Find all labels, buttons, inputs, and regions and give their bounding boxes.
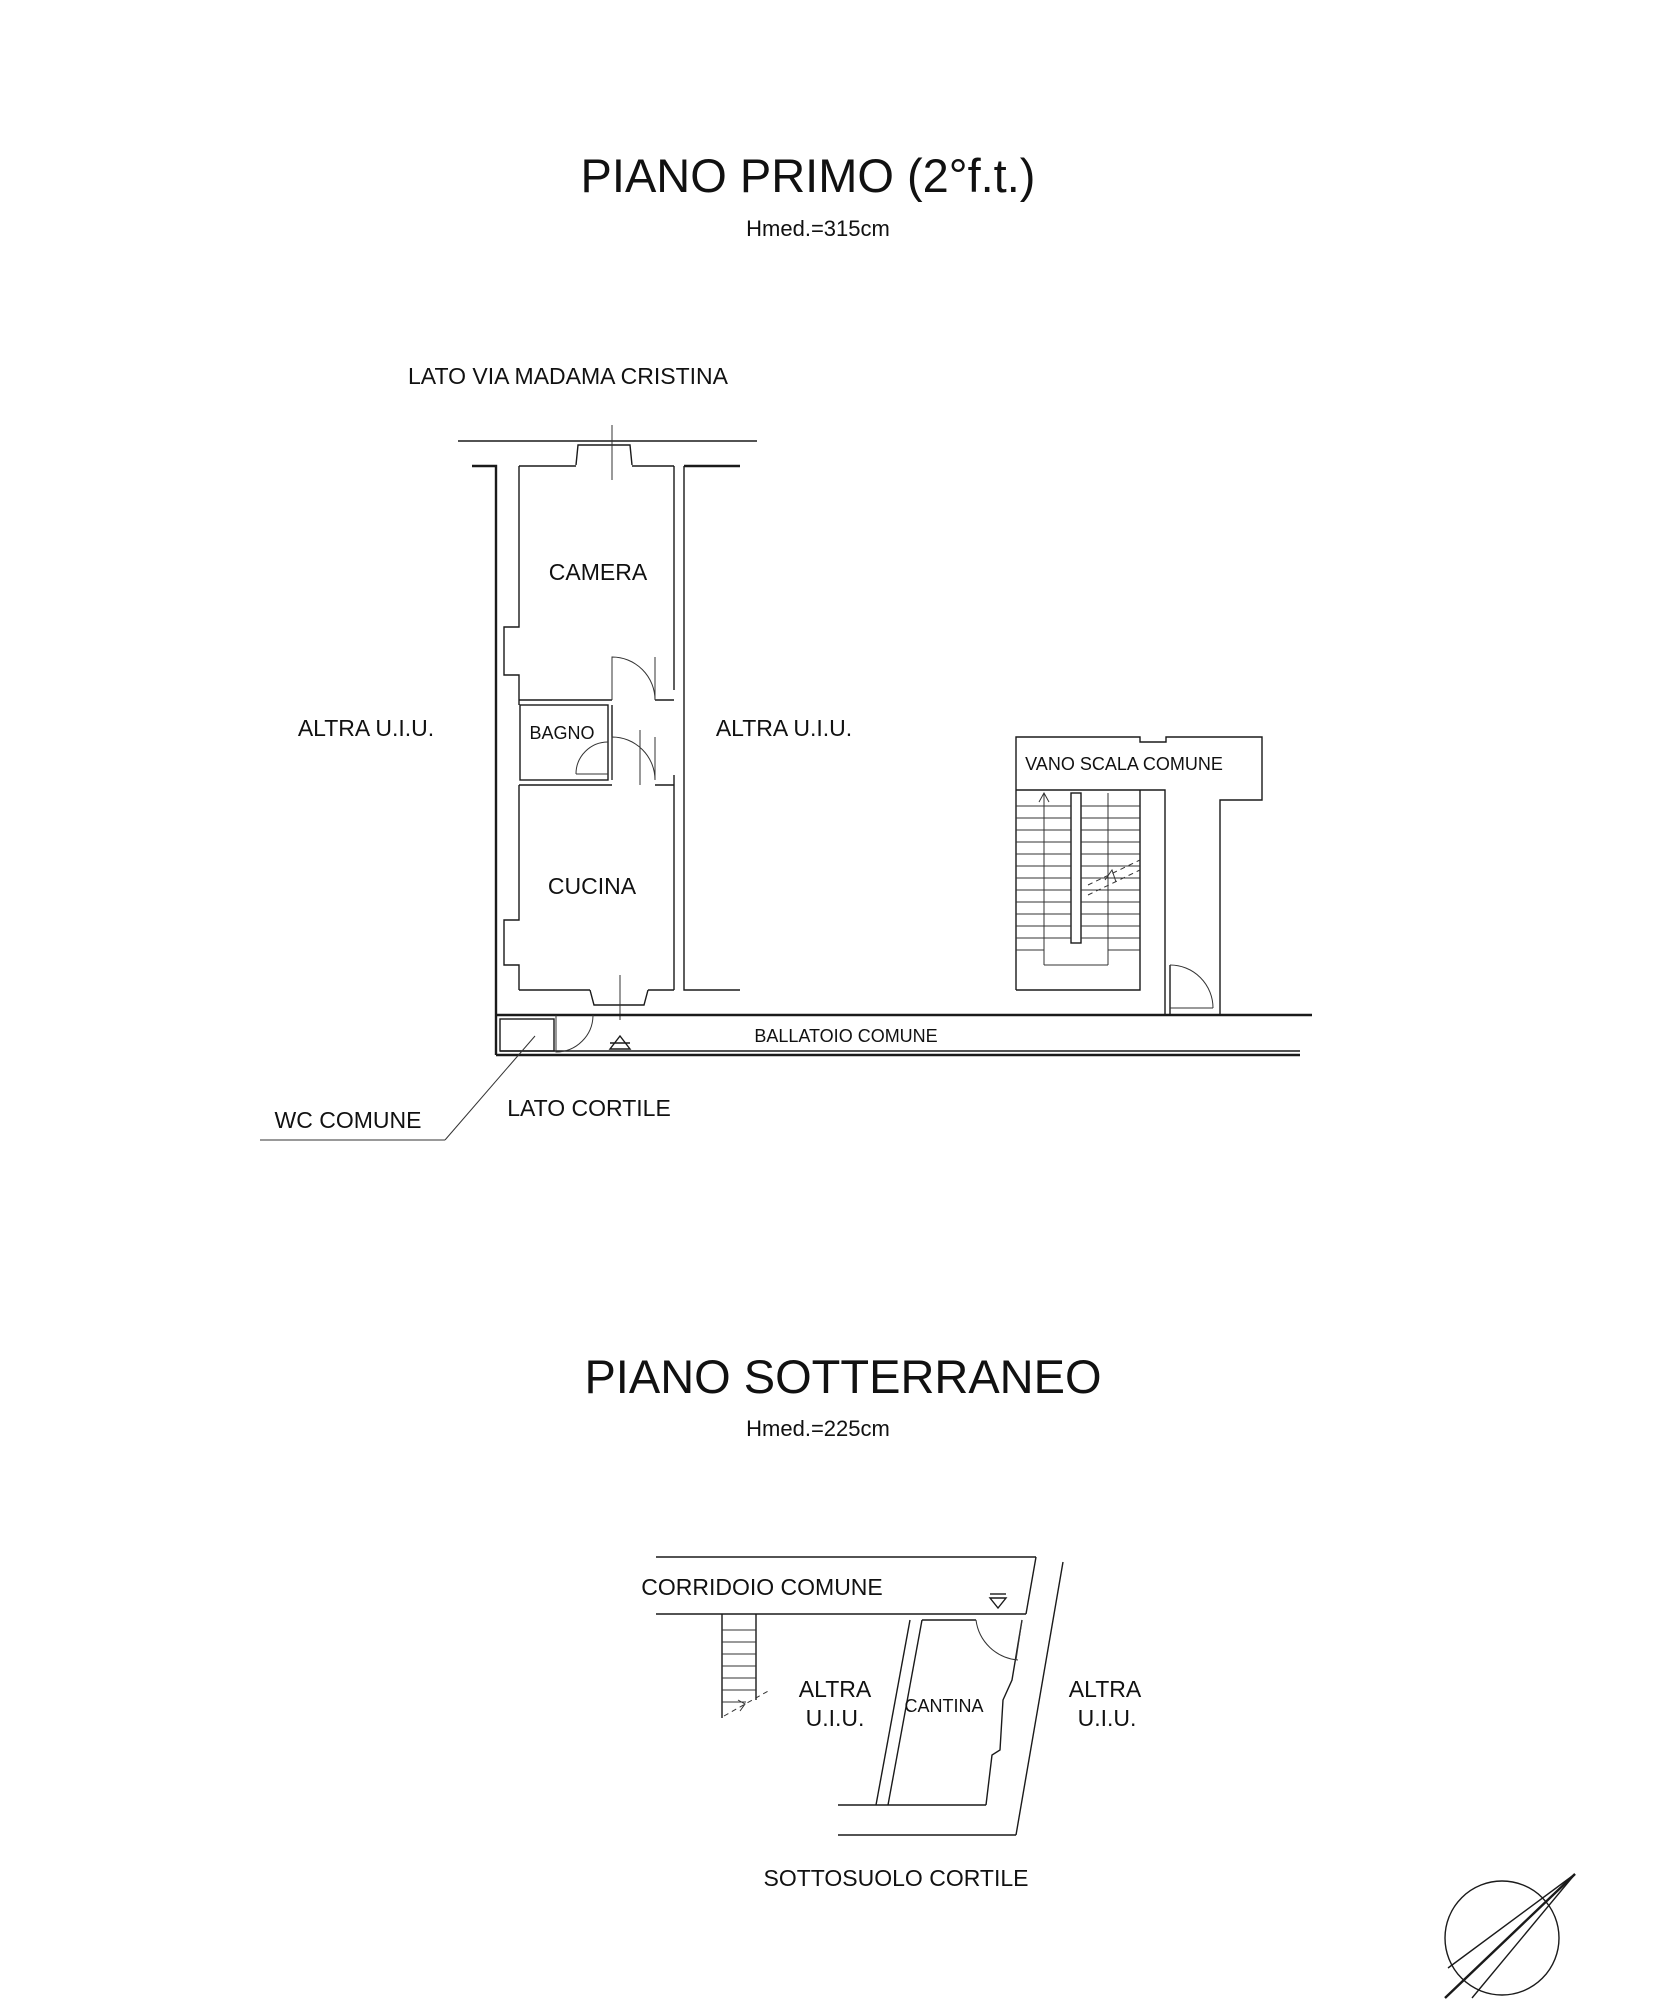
stairwell	[1016, 737, 1262, 1015]
room-cucina: CUCINA	[547, 873, 637, 899]
basement-other-left-2: U.I.U.	[805, 1705, 865, 1731]
basement-height: Hmed.=225cm	[746, 1416, 890, 1441]
corridor-label: CORRIDOIO COMUNE	[641, 1574, 883, 1600]
courtyard-side-label: LATO CORTILE	[507, 1095, 671, 1121]
floor1-title: PIANO PRIMO (2°f.t.)	[580, 149, 1036, 202]
cellar-label: CANTINA	[904, 1696, 984, 1716]
basement-other-right-2: U.I.U.	[1077, 1705, 1137, 1731]
room-camera: CAMERA	[548, 559, 648, 585]
apartment-walls	[458, 425, 757, 1055]
floor1-height: Hmed.=315cm	[746, 216, 890, 241]
stairwell-label: VANO SCALA COMUNE	[1025, 754, 1223, 774]
subsoil-label: SOTTOSUOLO CORTILE	[763, 1865, 1029, 1891]
street-side-label: LATO VIA MADAMA CRISTINA	[408, 363, 728, 389]
north-arrow-icon	[1445, 1874, 1575, 1998]
balcony-label: BALLATOIO COMUNE	[754, 1026, 938, 1046]
other-unit-left: ALTRA U.I.U.	[297, 715, 435, 741]
other-unit-right: ALTRA U.I.U.	[715, 715, 853, 741]
basement-title: PIANO SOTTERRANEO	[584, 1350, 1102, 1403]
basement-other-left-1: ALTRA	[798, 1676, 872, 1702]
basement-other-right-1: ALTRA	[1068, 1676, 1142, 1702]
room-bagno: BAGNO	[529, 723, 595, 743]
wc-label: WC COMUNE	[274, 1107, 422, 1133]
